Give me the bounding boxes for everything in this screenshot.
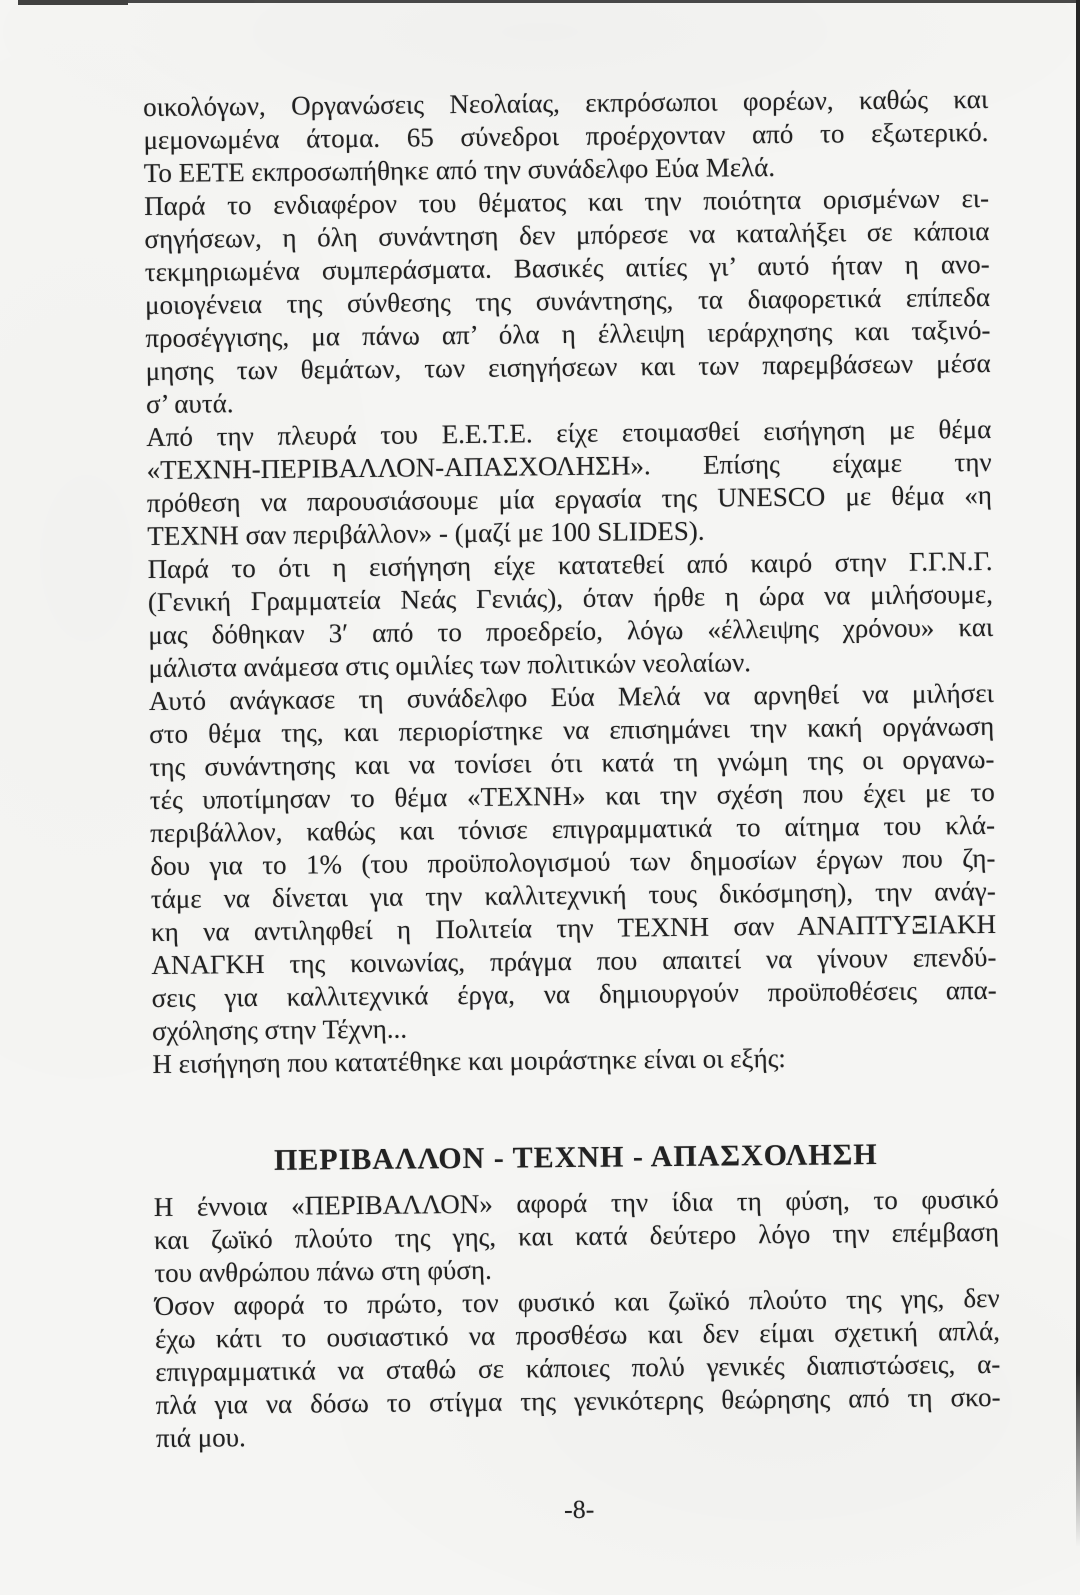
text-line: σεις για καλλιτεχνικά έργα, να δημιουργούν προϋποθέσεις απα- [151, 974, 997, 1014]
text-line: δου για το 1% (του προϋπολογισμού των δημοσίων έργων που ζη- [150, 842, 996, 882]
text-line: πιά μου. [155, 1422, 246, 1453]
text-line: Όσον αφορά το πρώτο, τον φυσικό και ζωϊκό πλούτο της γης, δεν [154, 1282, 1000, 1321]
text-line: της συνάντησης και να τονίσει ότι κατά τη γνώμη της οι οργανω- [149, 743, 995, 783]
text-line: μάλιστα ανάμεσα στις ομιλίες των πολιτικών νεολαίων. [148, 647, 752, 684]
text-block [143, 83, 1001, 1525]
text-line: Το ΕΕΤΕ εκπροσωπήθηκε από την συνάδελφο Εύα Μελά. [143, 151, 776, 189]
text-line: μοιογένεια της σύνθεσης της συνάντησης, τα διαφορετικά επίπεδα [144, 281, 991, 321]
text-line: ΑΝΑΓΚΗ της κοινωνίας, πράγμα που απαιτεί να γίνουν επενδύ- [151, 941, 997, 981]
text-line: του ανθρώπου πάνω στη φύση. [154, 1254, 492, 1289]
text-line: πρόθεση να παρουσιάσουμε μία εργασία της UNESCO με θέμα «η [146, 479, 993, 519]
text-line: Αυτό ανάγκασε τη συνάδελφο Εύα Μελά να αρνηθεί να μιλήσει [148, 677, 994, 717]
text-line: περιβάλλον, καθώς και τόνισε επιγραμματικά το αίτημα του κλά- [149, 809, 996, 849]
text-line: έχω κάτι το ουσιαστικό να προσθέσω και δεν είμαι σχετική απλά, [154, 1315, 1001, 1354]
text-line: Παρά το ενδιαφέρον του θέματος και την ποιότητα ορισμένων ει- [143, 182, 990, 222]
text-line: τεκμηριωμένα συμπεράσματα. Βασικές αιτίες γι’ αυτό ήταν η ανο- [144, 248, 990, 288]
text-line: Παρά το ότι η εισήγηση είχε κατατεθεί από καιρό στην Γ.Γ.Ν.Γ. [147, 545, 993, 585]
text-line: οικολόγων, Οργανώσεις Νεολαίας, εκπρόσωποι φορέων, καθώς και [143, 83, 989, 123]
text-line: στο θέμα της, και περιορίστηκε να επισημάνει την κακή οργάνωση [149, 710, 995, 750]
text-line: επιγραμματικά να σταθώ σε κάποιες πολύ γενικές διαπιστώσεις, α- [155, 1348, 1001, 1387]
page-number: -8- [563, 1494, 595, 1525]
text-line: Από την πλευρά του Ε.Ε.Τ.Ε. είχε ετοιμασθεί εισήγηση με θέμα [146, 413, 992, 453]
text-line: τάμε να δίνεται για την καλλιτεχνική τους δικόσμηση), την ανάγ- [150, 875, 996, 915]
section-paragraphs [154, 1183, 1001, 1455]
text-line: μας δόθηκαν 3′ από το προεδρείο, λόγω «έλλειψης χρόνου» και [148, 611, 994, 651]
text-line: «ΤΕΧΝΗ-ΠΕΡΙΒΑΛΛΟΝ-ΑΠΑΣΧΟΛΗΣΗ». Επίσης είχαμε την [146, 446, 992, 486]
section-heading: ΠΕΡΙΒΑΛΛΟΝ - ΤΕΧΝΗ - ΑΠΑΣΧΟΛΗΣΗ [273, 1138, 878, 1177]
text-line: Η έννοια «ΠΕΡΙΒΑΛΛΟΝ» αφορά την ίδια τη φύση, το φυσικό [153, 1183, 999, 1223]
text-line: σ’ αυτά. [145, 388, 234, 420]
scan-edge-right [1076, 0, 1080, 1595]
text-line: κη να αντιληφθεί η Πολιτεία την ΤΕΧΝΗ σαν ΑΝΑΠΤΥΞΙΑΚΗ [150, 908, 997, 948]
text-line: τές υποτίμησαν το θέμα «ΤΕΧΝΗ» και την σχέση που έχει με το [149, 776, 995, 816]
text-line: προσέγγισης, μα πάνω απ’ όλα η έλλειψη ιεράρχησης και ταξινό- [145, 314, 991, 354]
text-line: σηγήσεων, η όλη συνάντηση δεν μπόρεσε να καταλήξει σε κάποια [144, 215, 990, 255]
text-line: πλά για να δόσω το στίγμα της γενικότερης θεώρησης από τη σκο- [155, 1381, 1001, 1420]
text-line: Η εισήγηση που κατατέθηκε και μοιράστηκε είναι οι εξής: [152, 1042, 786, 1080]
text-line: μησης των θεμάτων, των εισηγήσεων και των παρεμβάσεων μέσα [145, 347, 991, 387]
text-line: και ζωϊκό πλούτο της γης, και κατά δεύτερο λόγο την επέμβαση [153, 1216, 1000, 1256]
scan-edge-top [18, 0, 1080, 3]
intro-paragraphs [143, 83, 997, 1081]
text-line: ΤΕΧΝΗ σαν περιβάλλον» - (μαζί με 100 SLIDES). [147, 515, 705, 552]
text-line: σχόλησης στην Τέχνη... [151, 1013, 408, 1047]
text-line: (Γενική Γραμματεία Νεάς Γενιάς), όταν ήρθε η ώρα να μιλήσουμε, [147, 578, 994, 618]
text-line: μεμονωμένα άτομα. 65 σύνεδροι προέρχονταν από το εξωτερικό. [143, 116, 989, 156]
